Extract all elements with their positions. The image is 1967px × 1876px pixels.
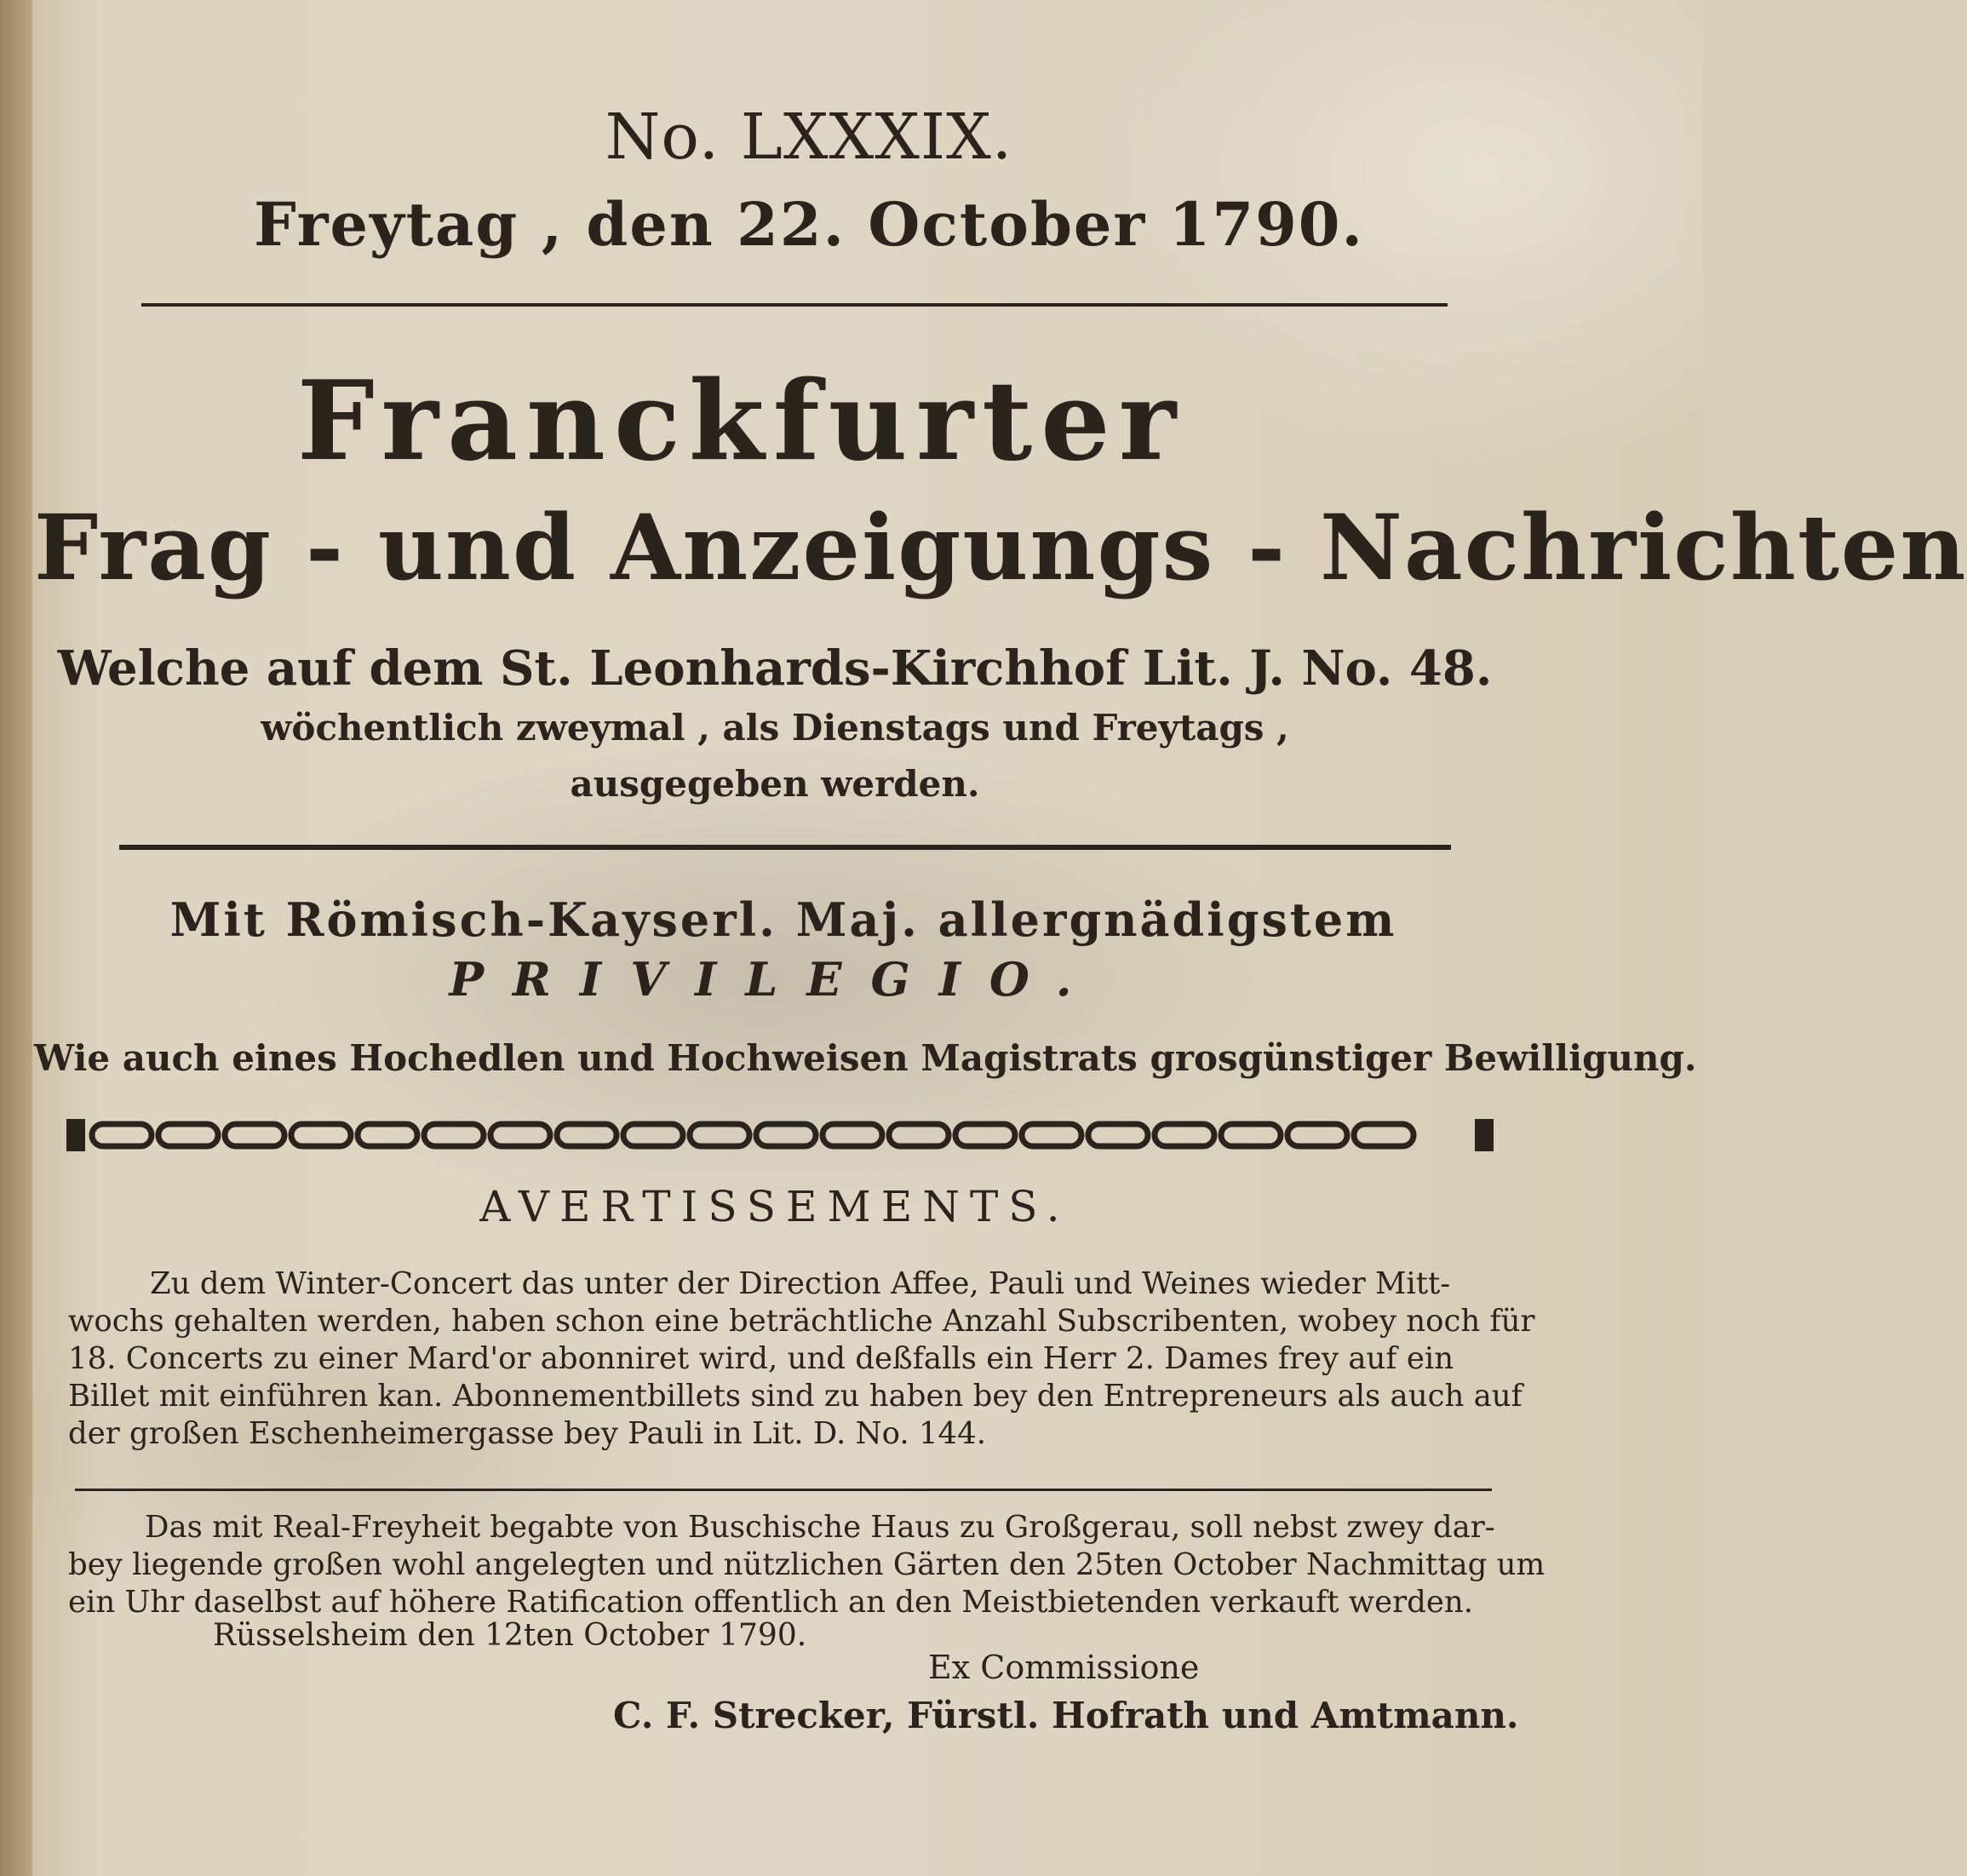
chain-link: [424, 1124, 484, 1146]
ad-line: bey liegende großen wohl angelegten und nützlichen Gärten den 25ten October Nachmittag um: [68, 1547, 1546, 1582]
chain-link: [756, 1124, 816, 1146]
signature-line: C. F. Strecker, Fürstl. Hofrath und Amtmann.: [613, 1695, 1519, 1736]
chain-link: [291, 1124, 351, 1146]
masthead-divider-middle: [119, 845, 1451, 850]
chain-link: [358, 1124, 417, 1146]
advertisement-divider: [75, 1489, 1492, 1491]
chain-link: [1354, 1124, 1414, 1146]
chain-link: [92, 1124, 152, 1146]
ad-line: der großen Eschenheimergasse bey Pauli in Lit. D. No. 144.: [68, 1416, 987, 1451]
privilege-word: PRIVILEGIO.: [449, 952, 1101, 1007]
commission-label: Ex Commissione: [928, 1649, 1200, 1686]
ad-line: Das mit Real-Freyheit begabte von Buschische Haus zu Großgerau, soll nebst zwey dar-: [145, 1510, 1495, 1545]
newspaper-title-line1: Franckfurter: [296, 358, 1185, 485]
ad-line: wochs gehalten werden, haben schon eine beträchtliche Anzahl Subscribenten, wobey noch für: [68, 1304, 1535, 1339]
chain-link: [225, 1124, 284, 1146]
issue-date: Freytag , den 22. October 1790.: [254, 189, 1364, 260]
chain-link: [1022, 1124, 1081, 1146]
privilege-line3: Wie auch eines Hochedlen und Hochweisen Magistrats grosgünstiger Bewilligung.: [34, 1037, 1697, 1079]
advertisement-house-sale: [68, 1509, 1546, 1621]
ad-line: Billet mit einführen kan. Abonnementbillets sind zu haben bey den Entrepreneurs als auch auf: [68, 1379, 1523, 1414]
ornamental-chain-border: [66, 1116, 1494, 1155]
chain-link: [690, 1124, 749, 1146]
ad-line: Zu dem Winter-Concert das unter der Direction Affee, Pauli und Weines wieder Mitt-: [150, 1266, 1451, 1301]
chain-link: [557, 1124, 616, 1146]
publisher-line1: Welche auf dem St. Leonhards-Kirchhof Lit. J. No. 48.: [57, 640, 1493, 697]
chain-link: [823, 1124, 882, 1146]
privilege-line1: Mit Römisch-Kayserl. Maj. allergnädigstem: [169, 892, 1397, 947]
section-heading: AVERTISSEMENTS.: [479, 1182, 1070, 1231]
chain-link: [1221, 1124, 1281, 1146]
advertisement-concert: [68, 1265, 1535, 1453]
publisher-line2: wöchentlich zweymal , als Dienstags und Freytags ,: [261, 707, 1289, 749]
ad-line: ein Uhr daselbst auf höhere Ratification offentlich an den Meistbietenden verkauft werden.: [68, 1585, 1474, 1620]
chain-link: [158, 1124, 218, 1146]
issue-number: No. LXXXIX.: [605, 100, 1013, 174]
ad-line: 18. Concerts zu einer Mard'or abonniret wird, und deßfalls ein Herr 2. Dames frey auf ein: [68, 1341, 1454, 1376]
chain-link: [889, 1124, 949, 1146]
chain-link: [1287, 1124, 1347, 1146]
newspaper-title-line2: Frag - und Anzeigungs - Nachrichten: [34, 494, 1967, 600]
chain-link: [955, 1124, 1015, 1146]
chain-link: [1088, 1124, 1148, 1146]
chain-link: [623, 1124, 683, 1146]
place-date: Rüsselsheim den 12ten October 1790.: [213, 1618, 807, 1653]
masthead-divider-top: [141, 303, 1448, 307]
chain-link: [490, 1124, 550, 1146]
publisher-line3: ausgegeben werden.: [570, 763, 980, 805]
chain-link: [1155, 1124, 1214, 1146]
